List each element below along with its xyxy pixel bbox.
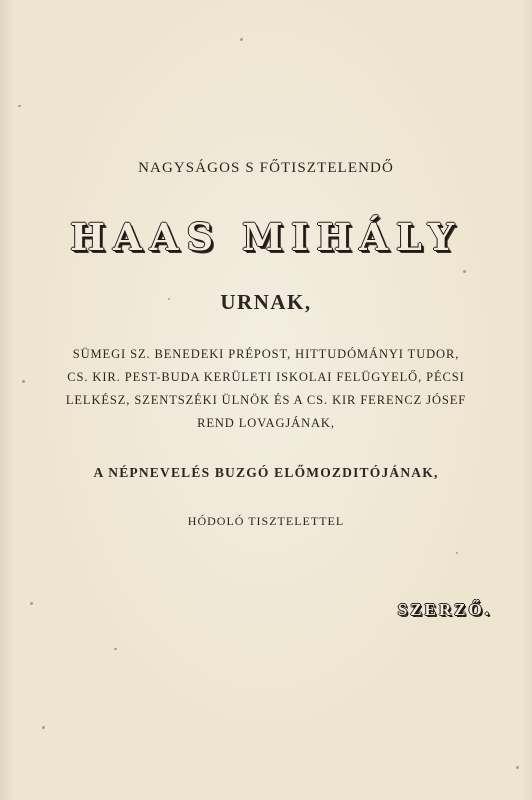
paper-speck (114, 648, 117, 650)
dedicatee-name: HAAS MIHÁLY (70, 215, 462, 259)
paper-speck (456, 552, 458, 554)
honorific-line: NAGYSÁGOS S FŐTISZTELENDŐ (138, 160, 394, 176)
paper-speck (30, 602, 33, 605)
title-line-1: SÜMEGI SZ. BENEDEKI PRÉPOST, HITTUDÓMÁNYI TUDOR, (72, 347, 460, 361)
paper-speck (168, 298, 170, 300)
title-line-2: CS. KIR. PEST-BUDA KERÜLETI ISKOLAI FELÜGYELŐ, PÉCSI (67, 370, 465, 384)
title-line-3: LELKÉSZ, SZENTSZÉKI ÜLNÖK ÉS A CS. KIR FERENCZ JÓSEF (65, 393, 467, 407)
paper-speck (18, 105, 21, 107)
promoter-line: A NÉPNEVELÉS BUZGÓ ELŐMOZDITÓJÁNAK, (93, 465, 439, 480)
author-signature: SZERZŐ. (397, 600, 492, 619)
respect-line: HÓDOLÓ TISZTELETTEL (187, 514, 345, 528)
paper-speck (240, 38, 243, 41)
urnak-line: URNAK, (220, 290, 312, 314)
paper-speck (22, 380, 25, 383)
paper-speck (516, 766, 519, 769)
paper-speck (463, 270, 466, 273)
paper-speck (42, 726, 45, 729)
title-line-4: REND LOVAGJÁNAK, (197, 416, 335, 430)
